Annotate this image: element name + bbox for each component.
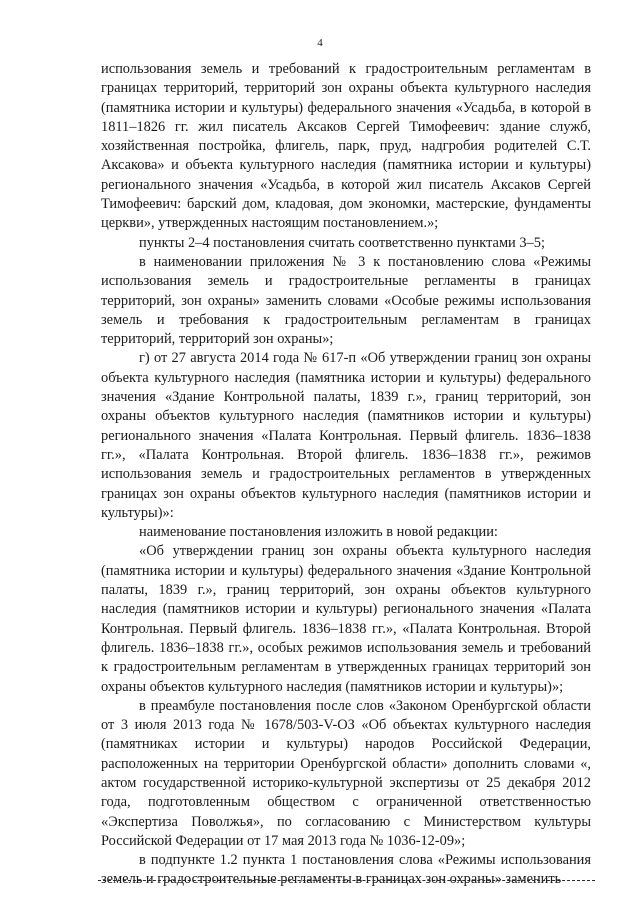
paragraph: в преамбуле постановления после слов «Законом Оренбургской области от 3 июля 2013 года № 1678/503-V-ОЗ «Об объектах культурного наследия (памятниках истории и культуры) народов Российской Федерации, расположенных на территории Оренбургской области» дополнить словами «, актом государственной историко-культурной экспертизы от 25 декабря 2012 года, подготовленным обществом с ограниченной ответственностью «Экспертиза Поволжья», по согласованию с Министерством культуры Российской Федерации от 17 мая 2013 года № 1036-12-09»; (101, 697, 591, 849)
bottom-divider (98, 880, 595, 881)
paragraph: пункты 2–4 постановления считать соответственно пунктами 3–5; (139, 234, 545, 251)
paragraph: в подпункте 1.2 пункта 1 постановления слова «Режимы использования земель и градостроительные регламенты в границах зон охраны» заменить (101, 852, 591, 888)
page-number: 4 (317, 37, 323, 49)
document-body (101, 60, 591, 890)
paragraph: в наименовании приложения № 3 к постановлению слова «Режимы использования земель и градостроительные регламенты в границах территорий, зон охраны» заменить словами «Особые режимы использования земель и требования к градостроительным регламентам в границах территорий, территорий зон охраны»; (101, 253, 591, 348)
paragraph: г) от 27 августа 2014 года № 617-п «Об утверждении границ зон охраны объекта культурного наследия (памятника истории и культуры) федерального значения «Здание Контрольной палаты, 1839 г.», границ территорий, зон охраны объектов культурного наследия (памятников истории и культуры) регионального значения «Палата Контрольная. Первый флигель. 1836–1838 гг.», «Палата Контрольная. Второй флигель. 1836–1838 гг.», режимов использования земель и градостроительных регламентов в утвержденных границах зон охраны объектов культурного наследия (памятников истории и культуры)»: (101, 350, 591, 521)
paragraph: наименование постановления изложить в новой редакции: (139, 524, 498, 541)
paragraph: использования земель и требований к градостроительным регламентам в границах территорий, территорий зон охраны объекта культурного наследия (памятника истории и культуры) федерального значения «Усадьба, в которой в 1811–1826 гг. жил писатель Аксаков Сергей Тимофеевич: здание служб, хозяйственная постройка, флигель, парк, пруд, надгробия родителей С.Т. Аксакова» и объекта культурного наследия (памятника истории и культуры) регионального значения «Усадьба, в которой жил писатель Аксаков Сергей Тимофеевич: барский дом, кладовая, дом экономки, мастерские, фундаменты церкви», утвержденных настоящим постановлением.»; (101, 61, 591, 232)
paragraph: «Об утверждении границ зон охраны объекта культурного наследия (памятника истории и культуры) федерального значения «Здание Контрольной палаты, 1839 г.», границ территорий, зон охраны объектов культурного наследия (памятников истории и культуры) регионального значения «Палата Контрольная. Первый флигель. 1836–1838 гг.», «Палата Контрольная. Второй флигель. 1836–1838 гг.», особых режимов использования земель и требований к градостроительным регламентам в утвержденных границах территорий зон охраны объектов культурного наследия (памятников истории и культуры)»; (101, 543, 591, 695)
